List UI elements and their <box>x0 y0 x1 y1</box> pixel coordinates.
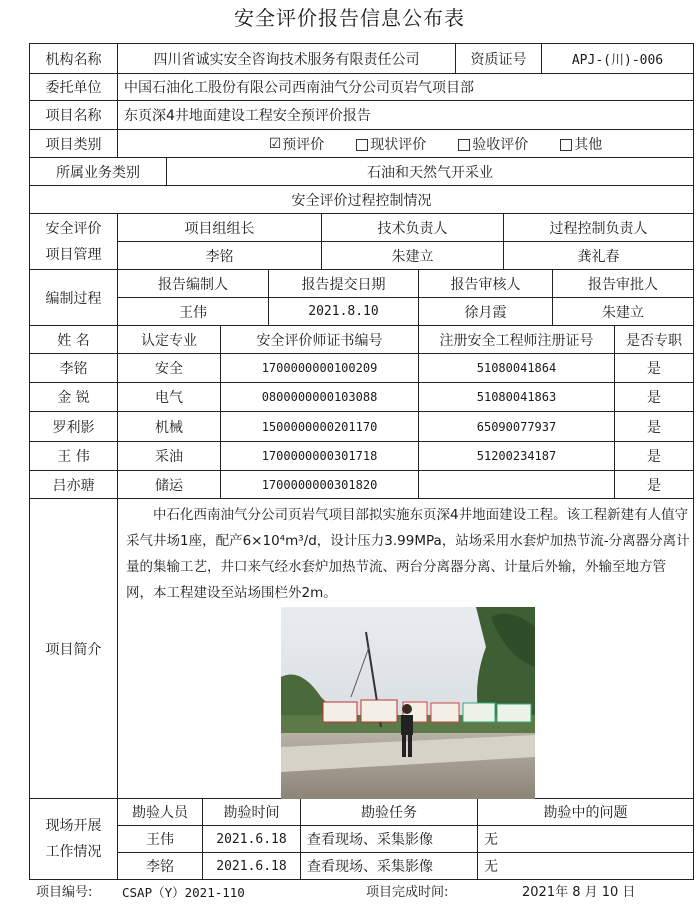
site-person: 李铭 <box>118 853 203 879</box>
mgmt-header-leader: 项目组组长 <box>118 214 322 242</box>
project-number-value: CSAP（Y）2021-110 <box>122 885 245 900</box>
compile-value-approver: 朱建立 <box>553 298 693 326</box>
member-cert: 1500000000201170 <box>221 412 419 442</box>
category-label: 项目类别 <box>30 130 118 158</box>
mgmt-value-tech: 朱建立 <box>322 242 504 270</box>
mgmt-value-leader: 李铭 <box>118 242 322 270</box>
mgmt-value-process: 龚礼春 <box>504 242 693 270</box>
client-value: 中国石油化工股份有限公司西南油气分公司页岩气项目部 <box>118 74 693 101</box>
member-fulltime: 是 <box>615 471 693 499</box>
site-person: 王伟 <box>118 826 203 853</box>
intro-label: 项目简介 <box>30 499 118 799</box>
checkbox-icon <box>560 139 572 151</box>
members-header-reg: 注册安全工程师注册证号 <box>419 326 615 354</box>
project-label: 项目名称 <box>30 101 118 130</box>
member-fulltime: 是 <box>615 354 693 383</box>
mgmt-header-process: 过程控制负责人 <box>504 214 693 242</box>
site-task: 查看现场、采集影像 <box>301 826 478 853</box>
members-header-major: 认定专业 <box>118 326 221 354</box>
member-fulltime: 是 <box>615 412 693 442</box>
compile-label: 编制过程 <box>30 270 118 326</box>
member-reg: 51200234187 <box>419 442 615 471</box>
member-reg <box>419 471 615 499</box>
category-option-acceptance[interactable]: 验收评价 <box>458 134 528 154</box>
site-photo <box>281 607 535 799</box>
member-name: 王 伟 <box>30 442 118 471</box>
cert-value: APJ-(川)-006 <box>542 44 693 74</box>
member-name: 罗利影 <box>30 412 118 442</box>
completion-value: 2021年 8 月 10 日 <box>522 885 636 900</box>
site-header-time: 勘验时间 <box>203 799 301 826</box>
mgmt-header-tech: 技术负责人 <box>322 214 504 242</box>
member-name: 吕亦瑭 <box>30 471 118 499</box>
member-major: 机械 <box>118 412 221 442</box>
member-fulltime: 是 <box>615 383 693 412</box>
compile-header-approver: 报告审批人 <box>553 270 693 298</box>
org-label: 机构名称 <box>30 44 118 74</box>
site-time: 2021.6.18 <box>203 853 301 879</box>
category-option-pre[interactable]: ☑ 预评价 <box>268 135 325 153</box>
site-header-task: 勘验任务 <box>301 799 478 826</box>
compile-header-date: 报告提交日期 <box>269 270 419 298</box>
member-cert: 0800000000103088 <box>221 383 419 412</box>
site-time: 2021.6.18 <box>203 826 301 853</box>
member-major: 采油 <box>118 442 221 471</box>
site-header-issue: 勘验中的问题 <box>478 799 693 826</box>
member-cert: 1700000000301718 <box>221 442 419 471</box>
compile-value-author: 王伟 <box>118 298 269 326</box>
site-issue: 无 <box>478 826 693 853</box>
members-header-fulltime: 是否专职 <box>615 326 693 354</box>
member-name: 李铭 <box>30 354 118 383</box>
member-major: 电气 <box>118 383 221 412</box>
category-option-status[interactable]: 现状评价 <box>356 134 426 154</box>
compile-header-reviewer: 报告审核人 <box>419 270 553 298</box>
mgmt-label: 安全评价 项目管理 <box>30 214 118 270</box>
compile-value-reviewer: 徐月霞 <box>419 298 553 326</box>
checked-box-icon: ☑ <box>268 135 282 152</box>
member-cert: 1700000000100209 <box>221 354 419 383</box>
project-value: 东页深4井地面建设工程安全预评价报告 <box>118 101 693 130</box>
cert-label: 资质证号 <box>456 44 542 74</box>
info-table <box>29 43 694 880</box>
project-number-label: 项目编号: <box>36 885 93 900</box>
page-title: 安全评价报告信息公布表 <box>234 6 465 30</box>
site-header-person: 勘验人员 <box>118 799 203 826</box>
category-option-other[interactable]: 其他 <box>560 134 602 154</box>
member-major: 安全 <box>118 354 221 383</box>
members-header-name: 姓 名 <box>30 326 118 354</box>
site-label: 现场开展 工作情况 <box>30 799 118 879</box>
compile-value-date: 2021.8.10 <box>269 298 419 326</box>
member-reg: 51080041863 <box>419 383 615 412</box>
client-label: 委托单位 <box>30 74 118 101</box>
business-label: 所属业务类别 <box>30 158 167 186</box>
org-value: 四川省诚实安全咨询技术服务有限责任公司 <box>118 44 456 74</box>
intro-text: 中石化西南油气分公司页岩气项目部拟实施东页深4井地面建设工程。该工程新建有人值守采气井场1座，配产6×10⁴m³/d，设计压力3.99MPa，站场采用水套炉加热节流-分离器分离计量的集输工艺，井口来气经水套炉加热节流、两台分离器分离、计量后外输，外输至地方管网，本工程建设至站场围栏外2m。 <box>126 507 690 601</box>
process-section-header: 安全评价过程控制情况 <box>30 186 693 214</box>
compile-header-author: 报告编制人 <box>118 270 269 298</box>
member-reg: 51080041864 <box>419 354 615 383</box>
member-fulltime: 是 <box>615 442 693 471</box>
business-value: 石油和天然气开采业 <box>167 158 693 186</box>
member-reg: 65090077937 <box>419 412 615 442</box>
member-major: 储运 <box>118 471 221 499</box>
checkbox-icon <box>356 139 368 151</box>
members-header-cert: 安全评价师证书编号 <box>221 326 419 354</box>
category-options <box>118 130 693 158</box>
intro-content <box>118 499 694 799</box>
site-issue: 无 <box>484 859 498 875</box>
completion-label: 项目完成时间: <box>366 885 449 900</box>
site-task: 查看现场、采集影像 <box>301 853 478 879</box>
member-cert: 1700000000301820 <box>221 471 419 499</box>
checkbox-icon <box>458 139 470 151</box>
member-name: 金 锐 <box>30 383 118 412</box>
